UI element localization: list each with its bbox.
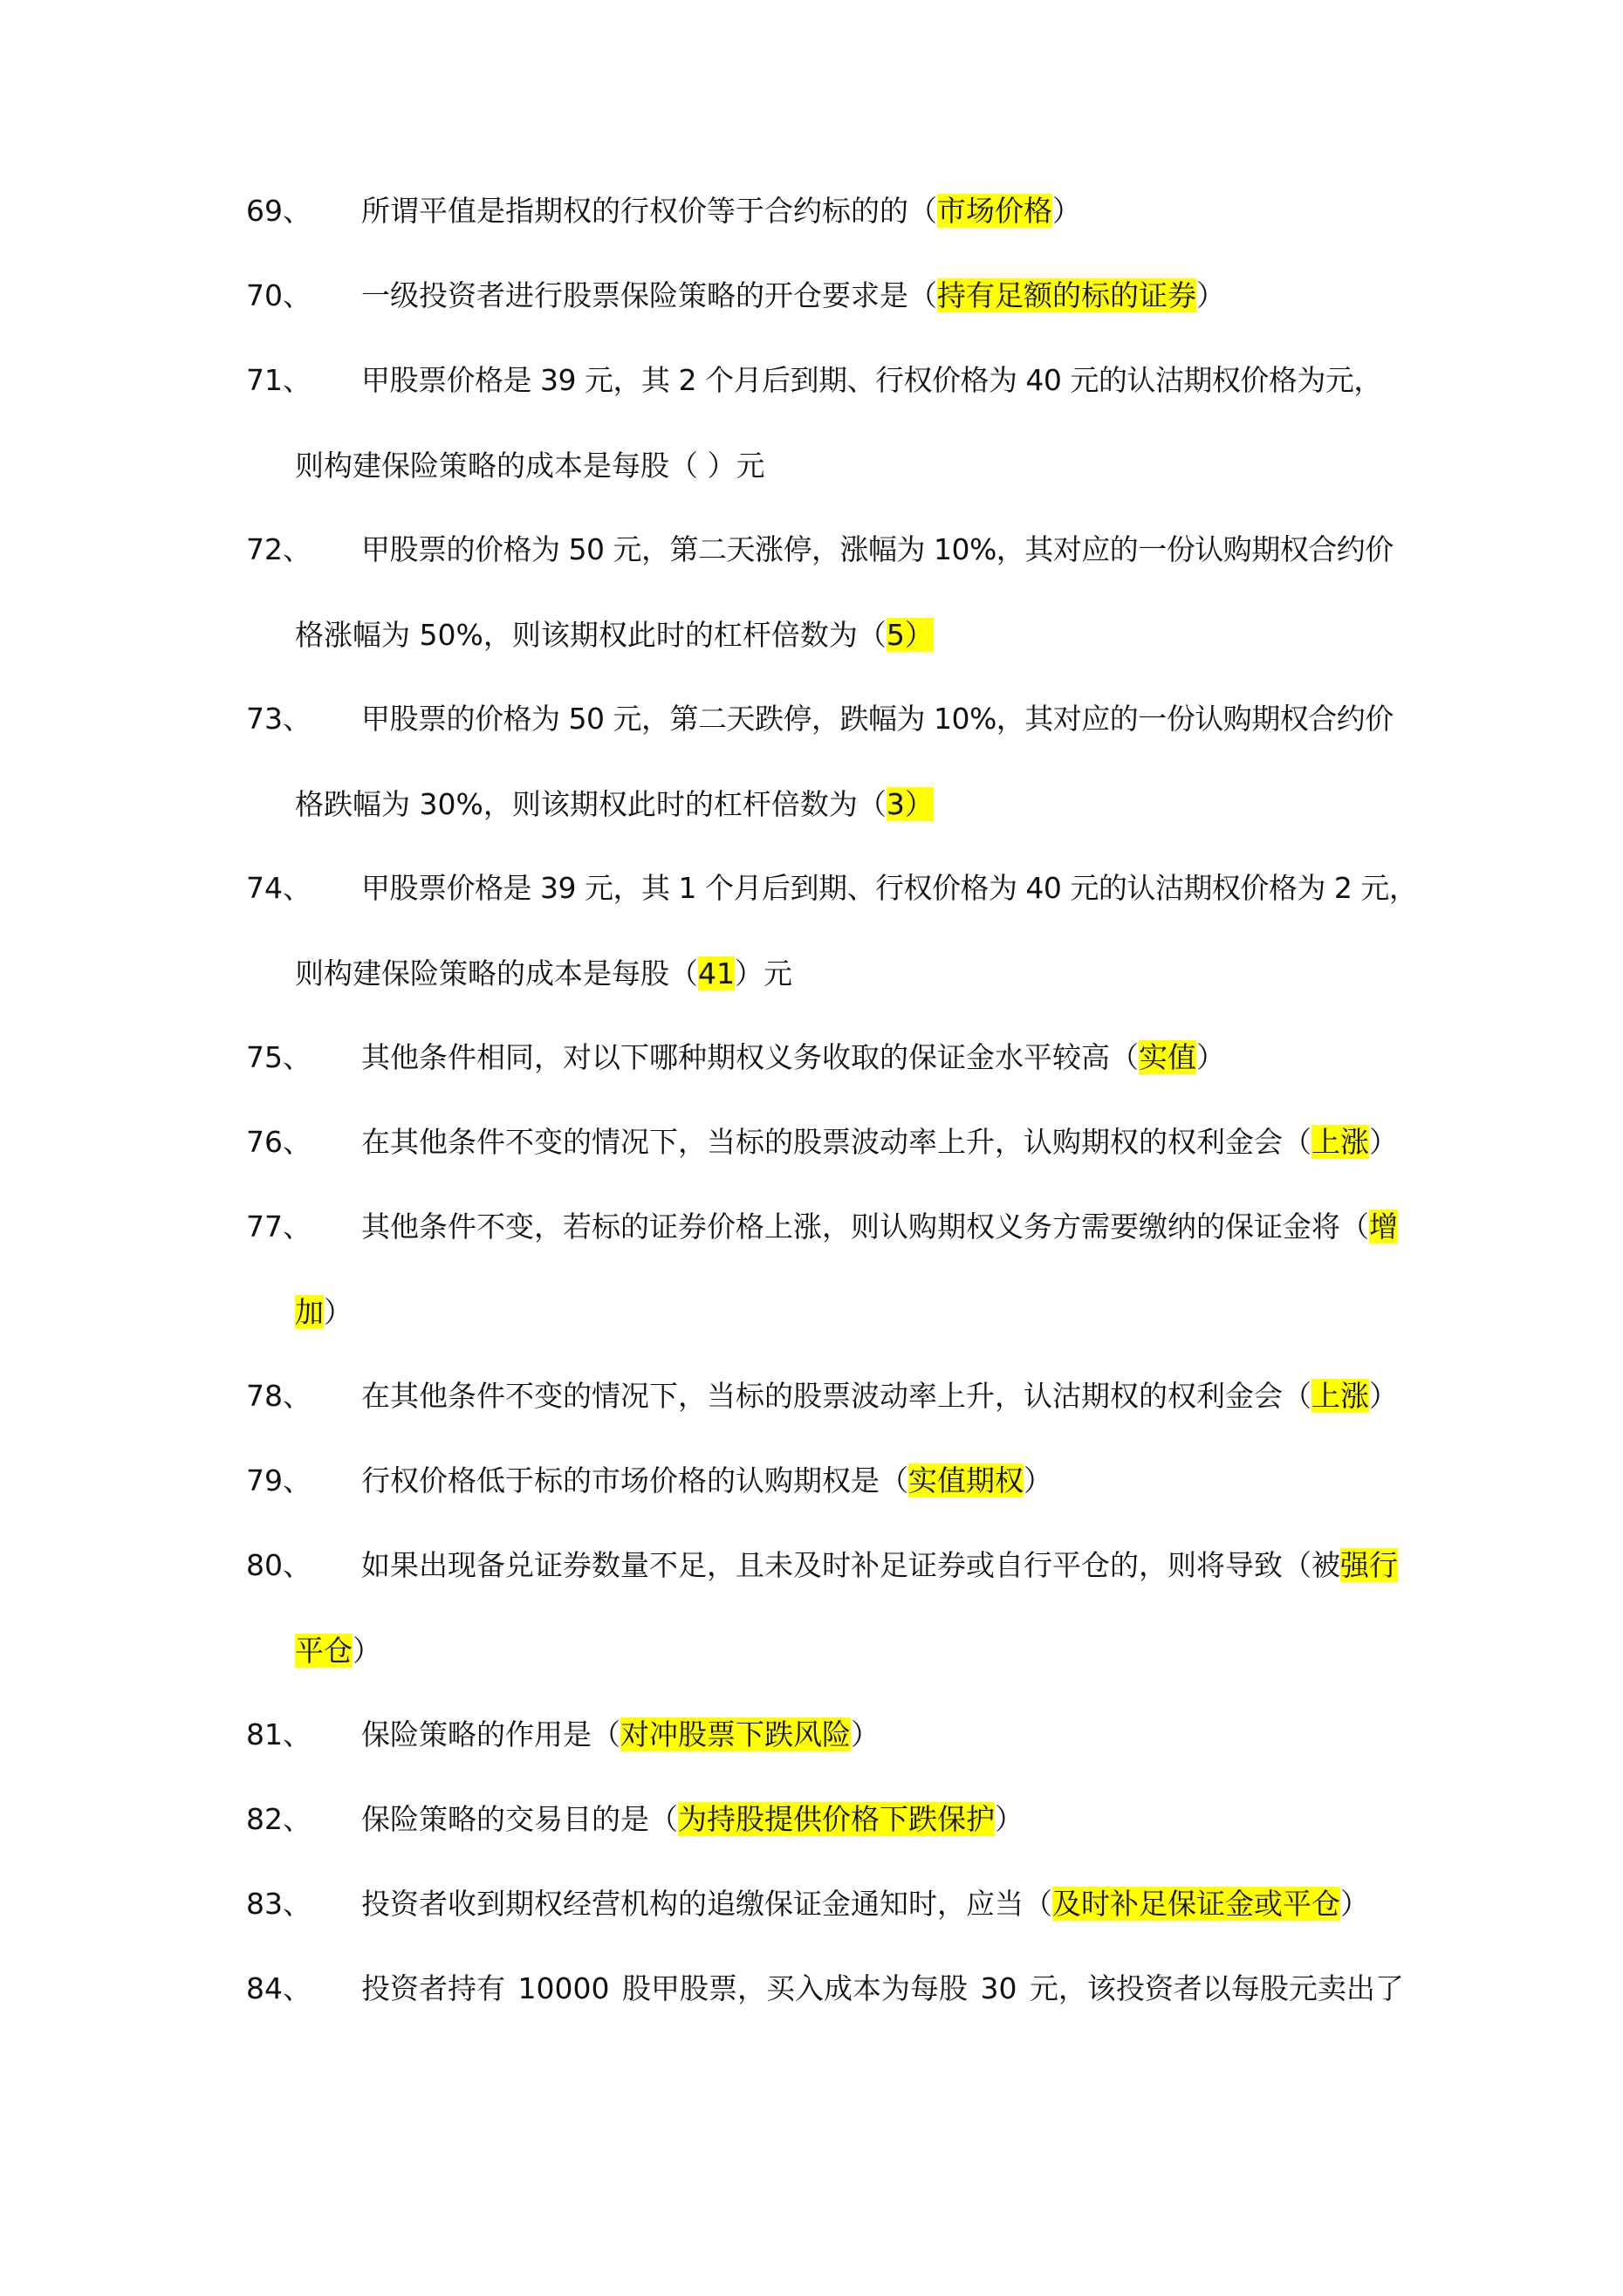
question-line [0, 1368, 1623, 1424]
highlighted-answer: 及时补足保证金或平仓 [1052, 1887, 1340, 1921]
question-line [0, 1707, 1623, 1763]
question-line [0, 1792, 1623, 1847]
question-text: 则构建保险策略的成本是每股（ ）元 [295, 449, 765, 483]
question-number: 73、 [246, 702, 312, 736]
question-text [295, 1623, 381, 1679]
question-stem: 其他条件不变，若标的证券价格上涨，则认购期权义务方需要缴纳的保证金将（ [361, 1210, 1369, 1244]
question-text [361, 1368, 1398, 1424]
highlighted-answer: 41 [698, 956, 735, 990]
question-text [361, 1538, 1398, 1593]
highlighted-answer: 增 [1369, 1210, 1398, 1244]
question-stem: 其他条件相同，对以下哪种期权义务收取的保证金水平较高（ [361, 1040, 1139, 1074]
question-number: 71、 [246, 363, 312, 397]
question-line-continued [0, 1623, 1623, 1679]
question-text: 甲股票价格是 39 元，其 2 个月后到期、行权价格为 40 元的认沽期权价格为元， [361, 363, 1382, 397]
question-number: 84、 [246, 1971, 312, 2005]
question-line [0, 860, 1623, 916]
question-stem: 保险策略的作用是（ [361, 1717, 620, 1751]
question-number: 83、 [246, 1887, 312, 1921]
question-line [0, 1538, 1623, 1593]
question-text [361, 1199, 1398, 1255]
question-tail: ） [1340, 1887, 1369, 1921]
highlighted-answer: 持有足额的标的证券 [937, 278, 1196, 312]
highlighted-answer: 3） [886, 787, 934, 821]
question-text [361, 1792, 1024, 1847]
question-line [0, 1961, 1623, 2017]
question-line [0, 183, 1623, 239]
question-text [361, 1030, 1225, 1086]
question-stem: 格跌幅为 30%，则该期权此时的杠杆倍数为（ [295, 787, 887, 821]
question-text: 甲股票的价格为 50 元，第二天跌停，跌幅为 10%，其对应的一份认购期权合约价 [361, 702, 1394, 736]
question-number: 79、 [246, 1463, 312, 1498]
question-tail: ） [1052, 194, 1081, 228]
question-text [295, 607, 934, 663]
question-line-continued [0, 438, 1623, 494]
question-number: 76、 [246, 1125, 312, 1159]
question-tail: ） [324, 1295, 353, 1329]
question-line [0, 1876, 1623, 1932]
question-stem: 在其他条件不变的情况下，当标的股票波动率上升，认购期权的权利金会（ [361, 1125, 1311, 1159]
highlighted-answer: 加 [295, 1295, 324, 1329]
question-stem: 所谓平值是指期权的行权价等于合约标的的（ [361, 194, 937, 228]
highlighted-answer: 为持股提供价格下跌保护 [678, 1802, 995, 1836]
question-line-continued [0, 946, 1623, 1002]
question-line [0, 1030, 1623, 1086]
question-text [361, 1453, 1052, 1509]
question-line [0, 691, 1623, 747]
question-tail: ）元 [735, 956, 792, 990]
question-tail: ） [1024, 1463, 1052, 1498]
highlighted-answer: 实值 [1139, 1040, 1196, 1074]
question-tail: ） [851, 1717, 880, 1751]
highlighted-answer: 对冲股票下跌风险 [620, 1717, 851, 1751]
question-stem: 一级投资者进行股票保险策略的开仓要求是（ [361, 278, 937, 312]
question-stem: 投资者收到期权经营机构的追缴保证金通知时，应当（ [361, 1887, 1052, 1921]
question-line [0, 353, 1623, 408]
question-number: 70、 [246, 278, 312, 312]
question-stem: 则构建保险策略的成本是每股（ [295, 956, 698, 990]
question-text [295, 1285, 353, 1340]
question-number: 72、 [246, 532, 312, 566]
question-number: 75、 [246, 1040, 312, 1074]
question-number: 81、 [246, 1717, 312, 1751]
question-stem: 行权价格低于标的市场价格的认购期权是（ [361, 1463, 908, 1498]
question-tail: ） [1369, 1379, 1398, 1413]
question-number: 69、 [246, 194, 312, 228]
question-stem: 如果出现备兑证券数量不足，且未及时补足证券或自行平仓的，则将导致（被 [361, 1548, 1340, 1582]
question-number: 78、 [246, 1379, 312, 1413]
highlighted-answer: 市场价格 [937, 194, 1052, 228]
question-line [0, 522, 1623, 578]
question-text: 甲股票价格是 39 元，其 1 个月后到期、行权价格为 40 元的认沽期权价格为 2 元， [361, 871, 1418, 905]
question-line [0, 1199, 1623, 1255]
question-text [295, 777, 934, 833]
question-line-continued [0, 777, 1623, 833]
question-number: 80、 [246, 1548, 312, 1582]
highlighted-answer: 实值期权 [908, 1463, 1024, 1498]
question-stem: 在其他条件不变的情况下，当标的股票波动率上升，认沽期权的权利金会（ [361, 1379, 1311, 1413]
question-number: 82、 [246, 1802, 312, 1836]
question-text [361, 183, 1081, 239]
question-tail: ） [1196, 278, 1225, 312]
highlighted-answer: 上涨 [1311, 1125, 1369, 1159]
question-number: 77、 [246, 1210, 312, 1244]
question-number: 74、 [246, 871, 312, 905]
question-stem: 格涨幅为 50%，则该期权此时的杠杆倍数为（ [295, 618, 887, 652]
question-line [0, 1114, 1623, 1170]
question-text [361, 1707, 880, 1763]
question-text [361, 268, 1225, 324]
highlighted-answer: 平仓 [295, 1634, 353, 1668]
question-text: 甲股票的价格为 50 元，第二天涨停，涨幅为 10%，其对应的一份认购期权合约价 [361, 532, 1394, 566]
question-text [295, 946, 792, 1002]
question-text [361, 1876, 1369, 1932]
question-line [0, 1453, 1623, 1509]
highlighted-answer: 上涨 [1311, 1379, 1369, 1413]
question-tail: ） [1196, 1040, 1225, 1074]
question-tail: ） [1369, 1125, 1398, 1159]
highlighted-answer: 强行 [1340, 1548, 1398, 1582]
question-stem: 保险策略的交易目的是（ [361, 1802, 678, 1836]
question-line-continued [0, 1285, 1623, 1340]
question-tail: ） [995, 1802, 1024, 1836]
question-text [361, 1114, 1398, 1170]
question-line-continued [0, 607, 1623, 663]
question-text: 投资者持有 10000 股甲股票，买入成本为每股 30 元，该投资者以每股元卖出了 [361, 1971, 1404, 2005]
question-line [0, 268, 1623, 324]
question-tail: ） [353, 1634, 381, 1668]
highlighted-answer: 5） [886, 618, 934, 652]
